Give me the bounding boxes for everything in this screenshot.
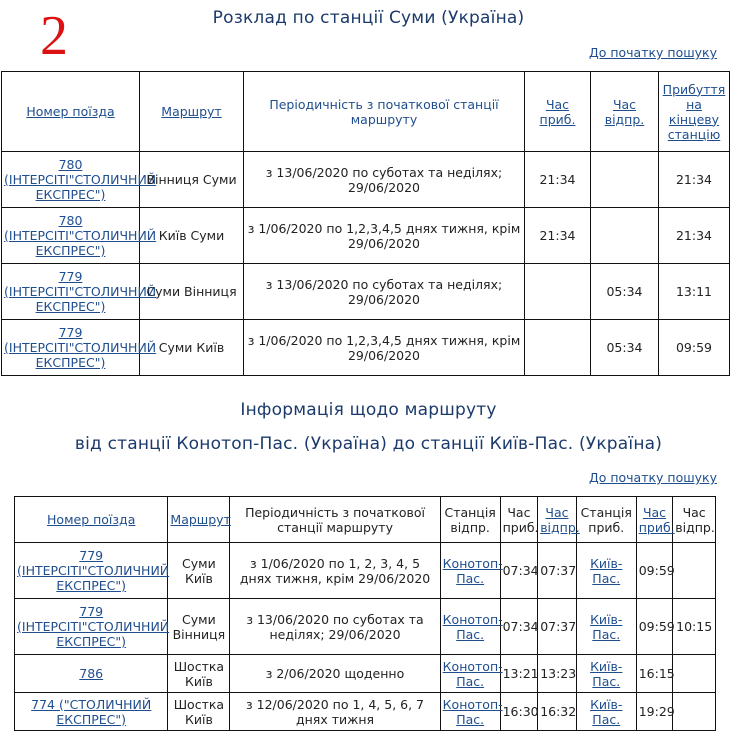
train-link[interactable]: 774 ("СТОЛИЧНИЙ ЕКСПРЕС")	[31, 696, 152, 727]
train-link[interactable]: 780 (ІНТЕРСІТІ"СТОЛИЧНИЙ ЕКСПРЕС")	[4, 157, 157, 202]
arrival-cell: 21:34	[525, 208, 591, 264]
col-header-train-number[interactable]: Номер поїзда	[2, 72, 140, 152]
periodicity-cell: з 13/06/2020 по суботах та неділях; 29/06/2020	[244, 264, 525, 320]
departure-cell: 05:34	[591, 264, 659, 320]
departure-station-cell[interactable]	[440, 693, 503, 731]
train-number-cell[interactable]	[15, 599, 168, 655]
table-row	[2, 208, 730, 264]
table-row	[2, 152, 730, 208]
arrival-station-cell[interactable]	[576, 693, 636, 731]
route-cell: Суми Київ	[140, 320, 244, 376]
table-row	[15, 543, 716, 599]
periodicity-cell: з 1/06/2020 по 1,2,3,4,5 днях тижня, крім 29/06/2020	[244, 208, 525, 264]
col-header-departure-station: Станція відпр.	[440, 497, 500, 543]
col-header-arrival-station: Станція приб.	[576, 497, 636, 543]
station-link[interactable]: Конотоп-Пас.	[442, 555, 503, 586]
table-row	[15, 655, 716, 693]
page-badge-number: 2	[40, 5, 68, 67]
arrival-1-cell: 07:34	[500, 599, 538, 655]
periodicity-cell: з 12/06/2020 по 1, 4, 5, 6, 7 днях тижня	[230, 693, 440, 731]
col-header-departure[interactable]: Час відпр.	[591, 72, 659, 152]
col-header-arrival-2[interactable]: Час приб.	[636, 497, 673, 543]
train-number-cell[interactable]	[2, 264, 157, 320]
station-schedule-title: Розклад по станції Суми (Україна)	[212, 8, 525, 28]
col-header-arrival[interactable]: Час приб.	[525, 72, 591, 152]
train-number-cell[interactable]	[2, 152, 157, 208]
route-info-subtitle: від станції Конотоп-Пас. (Україна) до станції Київ-Пас. (Україна)	[74, 434, 663, 454]
arrival-cell	[525, 320, 591, 376]
station-link[interactable]: Конотоп-Пас.	[442, 696, 503, 727]
route-cell: Київ Суми	[140, 208, 244, 264]
col-header-periodicity: Періодичність з початкової станції маршруту	[230, 497, 440, 543]
station-link[interactable]: Київ-Пас.	[590, 658, 623, 689]
col-header-arrival-1: Час приб.	[500, 497, 538, 543]
route-cell: Суми Київ	[168, 543, 230, 599]
periodicity-cell: з 13/06/2020 по суботах та неділях; 29/06/2020	[244, 152, 525, 208]
departure-1-cell: 13:23	[538, 655, 577, 693]
station-link[interactable]: Конотоп-Пас.	[442, 611, 503, 642]
train-link[interactable]: 779 (ІНТЕРСІТІ"СТОЛИЧНИЙ ЕКСПРЕС")	[4, 325, 157, 370]
col-header-periodicity: Періодичність з початкової станції маршруту	[244, 72, 525, 152]
arrival-1-cell: 16:30	[500, 693, 538, 731]
route-info-table	[14, 496, 716, 731]
station-link[interactable]: Київ-Пас.	[590, 696, 623, 727]
route-cell: Шостка Київ	[168, 693, 230, 731]
train-number-cell[interactable]	[15, 655, 168, 693]
train-link[interactable]: 779 (ІНТЕРСІТІ"СТОЛИЧНИЙ ЕКСПРЕС")	[4, 269, 157, 314]
col-header-departure-2: Час відпр.	[673, 497, 716, 543]
table-row	[2, 320, 730, 376]
route-cell: Шостка Київ	[168, 655, 230, 693]
periodicity-cell: з 1/06/2020 по 1,2,3,4,5 днях тижня, крім 29/06/2020	[244, 320, 525, 376]
table-row	[15, 693, 716, 731]
arrival-1-cell: 13:21	[500, 655, 538, 693]
final-arrival-cell: 13:11	[659, 264, 730, 320]
arrival-2-cell: 16:15	[636, 655, 673, 693]
final-arrival-cell: 09:59	[659, 320, 730, 376]
table-header-row	[15, 497, 716, 543]
periodicity-cell: з 13/06/2020 по суботах та неділях; 29/06/2020	[230, 599, 440, 655]
periodicity-cell: з 2/06/2020 щоденно	[230, 655, 440, 693]
final-arrival-cell: 21:34	[659, 152, 730, 208]
arrival-station-cell[interactable]	[576, 599, 636, 655]
arrival-cell: 21:34	[525, 152, 591, 208]
train-number-cell[interactable]	[2, 320, 157, 376]
arrival-cell	[525, 264, 591, 320]
col-header-route[interactable]: Маршрут	[168, 497, 230, 543]
station-schedule-table	[1, 71, 730, 376]
departure-1-cell: 16:32	[538, 693, 577, 731]
train-link[interactable]: 786	[79, 666, 104, 681]
table-row	[2, 264, 730, 320]
train-link[interactable]: 779 (ІНТЕРСІТІ"СТОЛИЧНИЙ ЕКСПРЕС")	[17, 604, 170, 649]
periodicity-cell: з 1/06/2020 по 1, 2, 3, 4, 5 днях тижня, крім 29/06/2020	[230, 543, 440, 599]
table-header-row	[2, 72, 730, 152]
departure-cell	[591, 208, 659, 264]
departure-cell: 05:34	[591, 320, 659, 376]
back-to-search-link[interactable]: До початку пошуку	[588, 45, 717, 60]
train-number-cell[interactable]	[2, 208, 157, 264]
departure-cell	[591, 152, 659, 208]
train-number-cell[interactable]	[15, 543, 168, 599]
departure-station-cell[interactable]	[440, 543, 503, 599]
arrival-1-cell: 07:34	[500, 543, 538, 599]
train-link[interactable]: 780 (ІНТЕРСІТІ"СТОЛИЧНИЙ ЕКСПРЕС")	[4, 213, 157, 258]
final-arrival-cell: 21:34	[659, 208, 730, 264]
departure-2-cell	[673, 655, 716, 693]
departure-1-cell: 07:37	[538, 543, 577, 599]
departure-2-cell	[673, 693, 716, 731]
departure-1-cell: 07:37	[538, 599, 577, 655]
arrival-station-cell[interactable]	[576, 543, 636, 599]
arrival-2-cell: 09:59	[636, 599, 673, 655]
arrival-station-cell[interactable]	[576, 655, 636, 693]
route-cell: Суми Вінниця	[168, 599, 230, 655]
departure-2-cell	[673, 543, 716, 599]
route-info-title: Інформація щодо маршруту	[240, 400, 497, 420]
departure-2-cell: 10:15	[673, 599, 716, 655]
col-header-train-number[interactable]: Номер поїзда	[15, 497, 168, 543]
col-header-route[interactable]: Маршрут	[140, 72, 244, 152]
route-cell: Суми Вінниця	[140, 264, 244, 320]
route-cell: Вінниця Суми	[140, 152, 244, 208]
departure-station-cell[interactable]	[440, 599, 503, 655]
train-link[interactable]: 779 (ІНТЕРСІТІ"СТОЛИЧНИЙ ЕКСПРЕС")	[17, 548, 170, 593]
arrival-2-cell: 09:59	[636, 543, 673, 599]
departure-station-cell[interactable]	[440, 655, 503, 693]
col-header-final-arrival[interactable]: Прибуття на кінцеву станцію	[659, 72, 730, 152]
station-link[interactable]: Київ-Пас.	[590, 611, 623, 642]
train-number-cell[interactable]	[15, 693, 168, 731]
arrival-2-cell: 19:29	[636, 693, 673, 731]
table-row	[15, 599, 716, 655]
col-header-departure-1[interactable]: Час відпр.	[538, 497, 577, 543]
back-to-search-link[interactable]: До початку пошуку	[588, 470, 717, 485]
station-link[interactable]: Конотоп-Пас.	[442, 658, 503, 689]
station-link[interactable]: Київ-Пас.	[590, 555, 623, 586]
